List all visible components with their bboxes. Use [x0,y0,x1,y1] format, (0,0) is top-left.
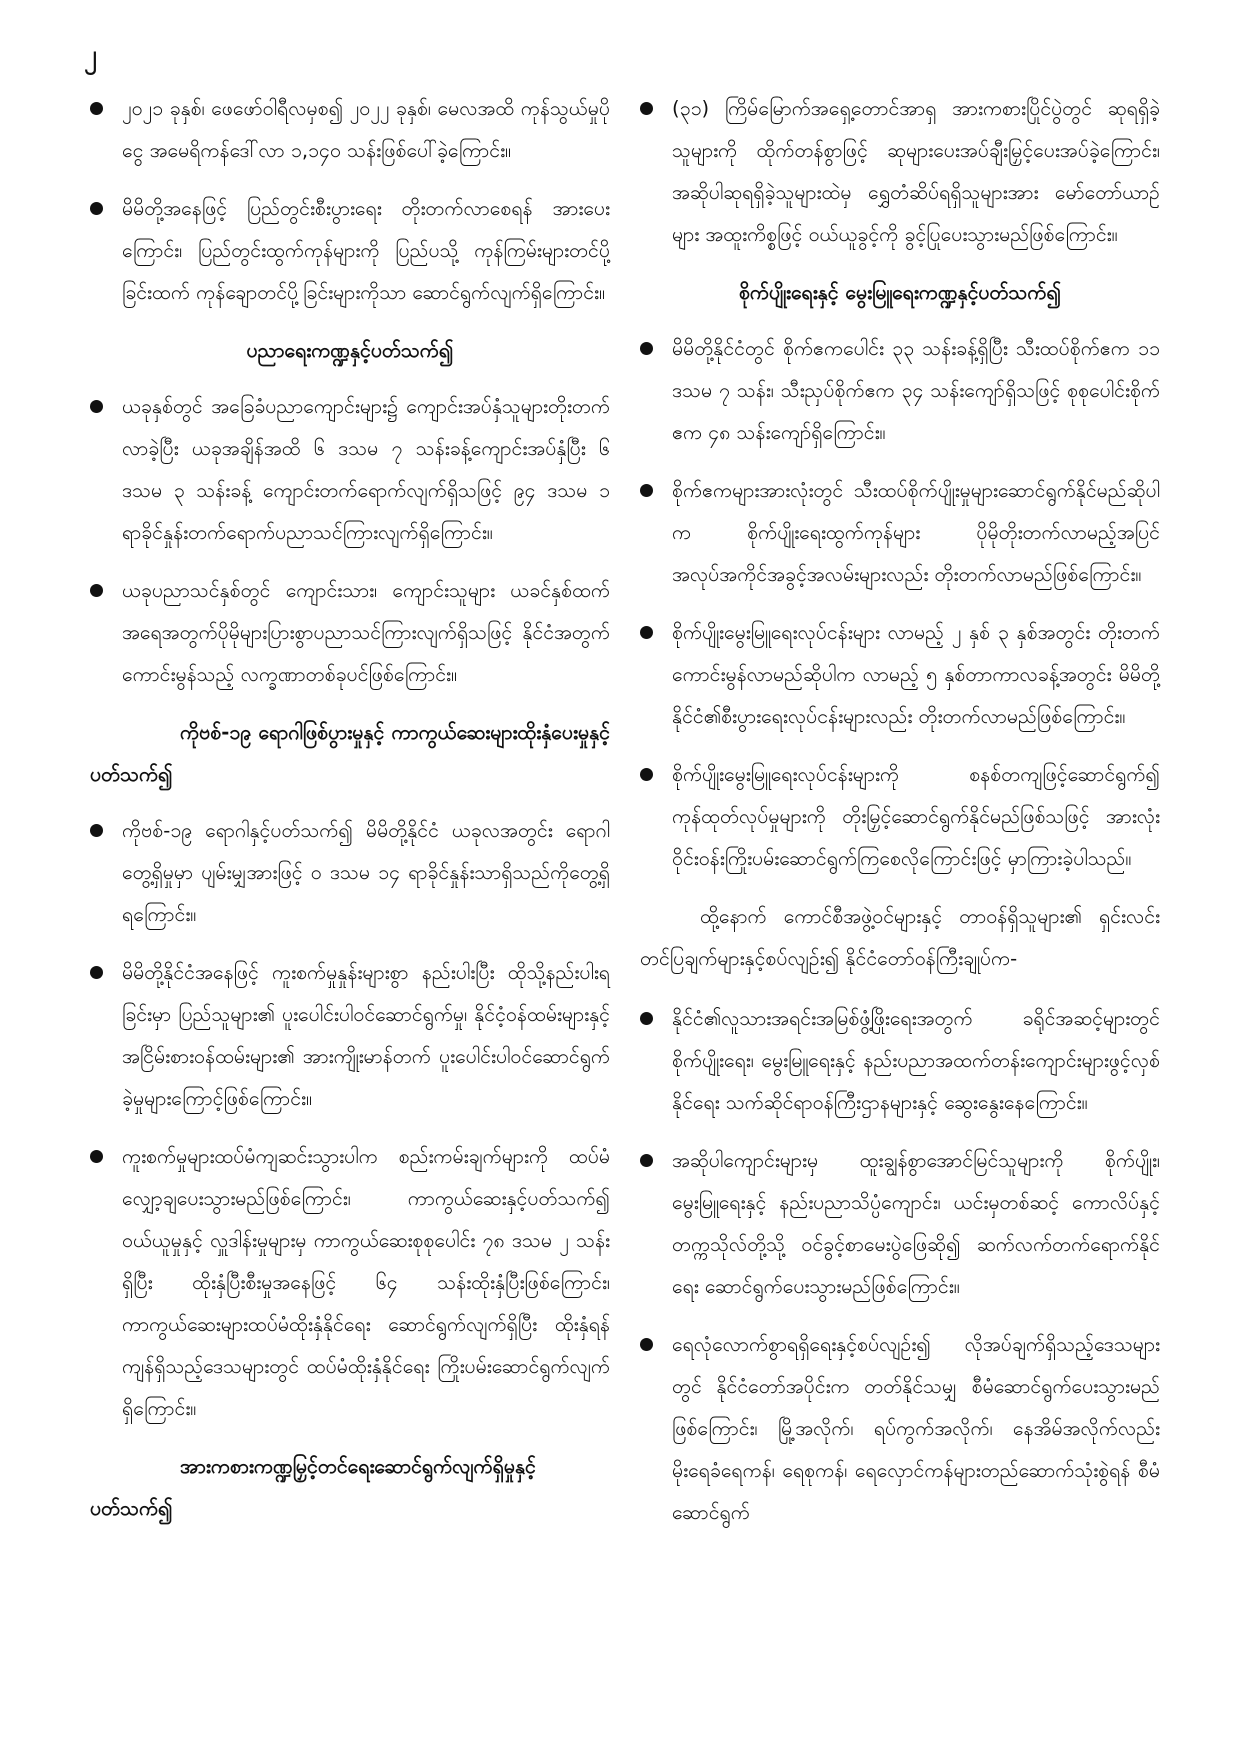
bullet-low-infection: မိမိတို့နိုင်ငံအနေဖြင့် ကူးစက်မှုနှုန်းများစွာ နည်းပါးပြီး ထိုသို့နည်းပါးရခြင်းမှာ ပြည်သူများ၏ ပူးပေါင်းပါဝင်ဆောင်ရွက်မှု၊ နိုင်ငံ့ဝန်ထမ်းများနှင့် အငြိမ်းစားဝန်ထမ်းများ၏ အားကျိုးမာန်တက် ပူးပေါင်းပါဝင်ဆောင်ရွက်ခဲ့မှုများကြောင့်ဖြစ်ကြောင်း။ [90,952,610,1120]
bullet-domestic-economy: မိမိတို့အနေဖြင့် ပြည်တွင်းစီးပွားရေး တိုးတက်လာစေရန် အားပေးကြောင်း၊ ပြည်တွင်းထွက်ကုန်များကို ပြည်ပသို့ ကုန်ကြမ်းများတင်ပို့ခြင်းထက် ကုန်ချောတင်ပို့ခြင်းများကိုသာ ဆောင်ရွက်လျက်ရှိကြောင်း။ [90,188,610,314]
bullet-cultivated-acres: မိမိတို့နိုင်ငံတွင် စိုက်ဧကပေါင်း ၃၃ သန်းခန့်ရှိပြီး သီးထပ်စိုက်ဧက ၁၁ ဒသမ ၇ သန်း၊ သီးညှပ်စိုက်ဧက ၃၄ သန်းကျော်ရှိသဖြင့် စုစုပေါင်းစိုက်ဧက ၄၈ သန်းကျော်ရှိကြောင်း။ [640,328,1160,454]
bullet-systematic-farming: စိုက်ပျိုးမွေးမြူရေးလုပ်ငန်းများကို စနစ်တကျဖြင့်ဆောင်ရွက်၍ ကုန်ထုတ်လုပ်မှုများကို တိုးမြှင့်ဆောင်ရွက်နိုင်မည်ဖြစ်သဖြင့် အားလုံးဝိုင်းဝန်းကြိုးပမ်းဆောင်ရွက်ကြစေလိုကြောင်းဖြင့် မှာကြားခဲ့ပါသည်။ [640,754,1160,880]
bullet-vaccines: ကူးစက်မှုများထပ်မံကျဆင်းသွားပါက စည်းကမ်းချက်များကို ထပ်မံလျှော့ချပေးသွားမည်ဖြစ်ကြောင်း၊ ကာကွယ်ဆေးနှင့်ပတ်သက်၍ ဝယ်ယူမှုနှင့် လှူဒါန်းမှုများမှ ကာကွယ်ဆေးစုစုပေါင်း ၇၈ ဒသမ ၂ သန်းရှိပြီး ထိုးနှံပြီးစီးမှုအနေဖြင့် ၆၄ သန်းထိုးနှံပြီးဖြစ်ကြောင်း၊ ကာကွယ်ဆေးများထပ်မံထိုးနှံနိုင်ရေး ဆောင်ရွက်လျက်ရှိပြီး ထိုးနှံရန်ကျန်ရှိသည့်ဒေသများတွင် ထပ်မံထိုးနှံနိုင်ရေး ကြိုးပမ်းဆောင်ရွက်လျက်ရှိကြောင်း။ [90,1136,610,1430]
heading-covid: ကိုဗစ်-၁၉ ရောဂါဖြစ်ပွားမှုနှင့် ကာကွယ်ဆေးများထိုးနှံပေးမှုနှင့်ပတ်သက်၍ [90,721,610,786]
bullet-multiple-cropping: စိုက်ဧကများအားလုံးတွင် သီးထပ်စိုက်ပျိုးမှုများဆောင်ရွက်နိုင်မည်ဆိုပါက စိုက်ပျိုးရေးထွက်ကုန်များ ပိုမိုတိုးတက်လာမည့်အပြင် အလုပ်အကိုင်အခွင့်အလမ်းများလည်း တိုးတက်လာမည်ဖြစ်ကြောင်း။ [640,470,1160,596]
bullet-agri-growth: စိုက်ပျိုးမွေးမြူရေးလုပ်ငန်းများ လာမည့် ၂ နှစ် ၃ နှစ်အတွင်း တိုးတက်ကောင်းမွန်လာမည်ဆိုပါက လာမည့် ၅ နှစ်တာကာလခန့်အတွင်း မိမိတို့နိုင်ငံ၏စီးပွားရေးလုပ်ငန်းများလည်း တိုးတက်လာမည်ဖြစ်ကြောင်း။ [640,612,1160,738]
bullet-covid-rate: ကိုဗစ်-၁၉ ရောဂါနှင့်ပတ်သက်၍ မိမိတို့နိုင်ငံ ယခုလအတွင်း ရောဂါတွေ့ရှိမှုမှာ ပျမ်းမျှအားဖြင့် ၀ ဒသမ ၁၄ ရာခိုင်နှုန်းသာရှိသည်ကိုတွေ့ရှိရကြောင်း။ [90,810,610,936]
page-number: ၂ [84,40,97,70]
bullet-students-increase: ယခုပညာသင်နှစ်တွင် ကျောင်းသား၊ ကျောင်းသူများ ယခင်နှစ်ထက် အရေအတွက်ပိုမိုများပြားစွာပညာသင်ကြားလျက်ရှိသဖြင့် နိုင်ငံအတွက်ကောင်းမွန်သည့် လက္ခဏာတစ်ခုပင်ဖြစ်ကြောင်း။ [90,570,610,696]
bullet-sea-games: (၃၁) ကြိမ်မြောက်အရှေ့တောင်အာရှ အားကစားပြိုင်ပွဲတွင် ဆုရရှိခဲ့သူများကို ထိုက်တန်စွာဖြင့် ဆုများပေးအပ်ချီးမြှင့်ပေးအပ်ခဲ့ကြောင်း၊ အဆိုပါဆုရရှိခဲ့သူများထဲမှ ရွှေတံဆိပ်ရရှိသူများအား မော်တော်ယာဉ်များ အထူးကိစ္စဖြင့် ဝယ်ယူခွင့်ကို ခွင့်ပြုပေးသွားမည်ဖြစ်ကြောင်း။ [640,88,1160,256]
bullet-trade-surplus: ၂၀၂၁ ခုနှစ်၊ ဖေဖော်ဝါရီလမှစ၍ ၂၀၂၂ ခုနှစ်၊ မေလအထိ ကုန်သွယ်မှုပိုငွေ အမေရိကန်ဒေါ်လာ ၁,၁၄၀ သန်းဖြစ်ပေါ်ခဲ့ကြောင်း။ [90,88,610,172]
heading-agriculture: စိုက်ပျိုးရေးနှင့် မွေးမြူရေးကဏ္ဍနှင့်ပတ်သက်၍ [738,281,1062,304]
left-column [90,88,610,1544]
bullet-water-supply: ရေလုံလောက်စွာရရှိရေးနှင့်စပ်လျဉ်း၍ လိုအပ်ချက်ရှိသည့်ဒေသများတွင် နိုင်ငံတော်အပိုင်းက တတ်နိုင်သမျှ စီမံဆောင်ရွက်ပေးသွားမည်ဖြစ်ကြောင်း၊ မြို့အလိုက်၊ ရပ်ကွက်အလိုက်၊ နေအိမ်အလိုက်လည်း မိုးရေခံရေကန်၊ ရေစုကန်၊ ရေလှောင်ကန်များတည်ဆောက်သုံးစွဲရန် စီမံဆောင်ရွက် [640,1324,1160,1534]
heading-sports: အားကစားကဏ္ဍမြှင့်တင်ရေးဆောင်ရွက်လျက်ရှိမှုနှင့်ပတ်သက်၍ [90,1455,536,1520]
bullet-university-entry: အဆိုပါကျောင်းများမှ ထူးချွန်စွာအောင်မြင်သူများကို စိုက်ပျိုး၊ မွေးမြူရေးနှင့် နည်းပညာသိပ္ပံကျောင်း၊ ယင်းမှတစ်ဆင့် ကောလိပ်နှင့် တက္ကသိုလ်တို့သို့ ဝင်ခွင့်စာမေးပွဲဖြေဆို၍ ဆက်လက်တက်ရောက်နိုင်ရေး ဆောင်ရွက်ပေးသွားမည်ဖြစ်ကြောင်း။ [640,1140,1160,1308]
bullet-school-enrollment: ယခုနှစ်တွင် အခြေခံပညာကျောင်းများ၌ ကျောင်းအပ်နှံသူများတိုးတက်လာခဲ့ပြီး ယခုအချိန်အထိ ၆ ဒသမ ၇ သန်းခန့်ကျောင်းအပ်နှံပြီး ၆ ဒသမ ၃ သန်းခန့် ကျောင်းတက်ရောက်လျက်ရှိသဖြင့် ၉၄ ဒသမ ၁ ရာခိုင်နှုန်းတက်ရောက်ပညာသင်ကြားလျက်ရှိကြောင်း။ [90,386,610,554]
paragraph-pm-response: ထို့နောက် ကောင်စီအဖွဲ့ဝင်များနှင့် တာဝန်ရှိသူများ၏ ရှင်းလင်းတင်ပြချက်များနှင့်စပ်လျဉ်း၍ နိုင်ငံတော်ဝန်ကြီးချုပ်က- [640,905,1160,970]
heading-education: ပညာရေးကဏ္ဍနှင့်ပတ်သက်၍ [246,339,454,362]
bullet-technical-schools: နိုင်ငံ၏လူသားအရင်းအမြစ်ဖွံ့ဖြိုးရေးအတွက် ခရိုင်အဆင့်များတွင် စိုက်ပျိုးရေး၊ မွေးမြူရေးနှင့် နည်းပညာအထက်တန်းကျောင်းများဖွင့်လှစ်နိုင်ရေး သက်ဆိုင်ရာဝန်ကြီးဌာနများနှင့် ဆွေးနွေးနေကြောင်း။ [640,998,1160,1124]
right-column [640,88,1160,1550]
